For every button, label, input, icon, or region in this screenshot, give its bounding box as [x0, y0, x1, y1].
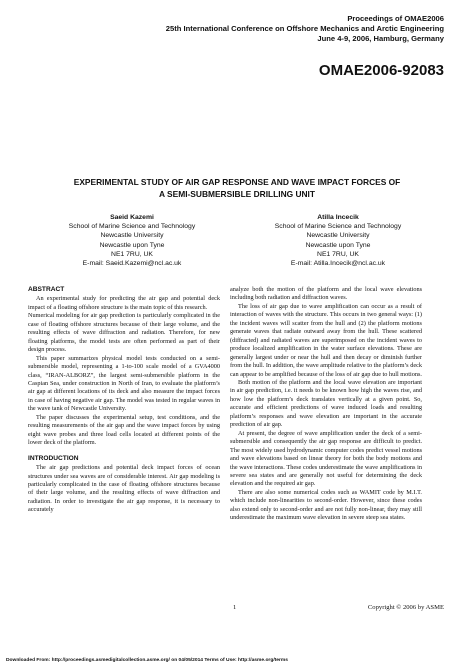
author-city: Newcastle upon Tyne	[99, 241, 165, 249]
body-paragraph: The loss of air gap due to wave amplification can occur as a result of interaction of waves with the structure. This occurs in two general ways: (1) the incident waves will scatter from the hull and (2) the platform motions generate waves that radiate outward away from the hull. These scattered (diffracted) and radiated waves are superimposed on the incident waves to produce localized amplification in the water surface elevations. These are generally largest under or near the hull and then decay or diminish further from the hull. In addition, the wave amplitude relative to the platform’s deck can appear to be amplified because of the loss of air gap due to hull motions.	[230, 302, 422, 378]
author-affiliation: School of Marine Science and Technology	[68, 223, 196, 231]
author-email: E-mail: Atilla.Incecik@ncl.ac.uk	[290, 260, 386, 268]
author-name: Atilla Incecik	[317, 214, 359, 221]
abstract-paragraph: An experimental study for predicting the air gap and potential deck impact of a floating offshore structure is the main topic of this research.	[28, 295, 220, 311]
abstract-paragraph: Numerical modeling for air gap prediction is particularly complicated in the case of floating offshore structures because of their large volume, and the resulting effects of wave diffraction and radiation. Therefore, for new floating platforms, the model tests are often performed as part of their design process.	[28, 312, 220, 354]
proceedings-title: Proceedings of OMAE2006	[347, 14, 444, 23]
download-footer: Downloaded From: http://proceedings.asmedigitalcollection.asme.org/ on 04/05/2014 Terms of Use: http://asme.org/terms	[6, 658, 288, 663]
paper-id: OMAE2006-92083	[318, 62, 444, 79]
paper-title-line-2: A SEMI-SUBMERSIBLE DRILLING UNIT	[158, 189, 316, 199]
author-block-2	[258, 213, 418, 268]
author-name: Saeid Kazemi	[110, 214, 154, 221]
body-paragraph: Both motion of the platform and the local wave elevation are important in air gap prediction, i.e. it needs to be known how high the waves rise, and how low the platform’s deck translates vertically at a given point. So, accurate and efficient predictions of wave induced loads and resulting platform’s responses and wave elevation are important in the accurate prediction of air gap.	[230, 378, 422, 429]
page-number: 1	[233, 604, 237, 611]
abstract-paragraph: The paper discusses the experimental setup, test conditions, and the resulting measurements of the air gap and the wave impact forces by using eight wave probes and three load cells located at different points of the lower deck of the platform.	[28, 413, 220, 447]
abstract-paragraph: This paper summarizes physical model tests conducted on a semi-submersible model, representing a 1-to-100 scale model of a GVA4000 class, “IRAN-ALBORZ”, the largest semi-submersible platform in the Caspian Sea, under construction in North of Iran, to evaluate the platform’s air gap at different locations of its deck and also measure the impact forces in case of having negative air gap. The model was tested in regular waves in the wave tank of Newcastle University.	[28, 354, 220, 413]
author-university: Newcastle University	[100, 232, 164, 240]
abstract-heading: ABSTRACT	[28, 286, 65, 293]
introduction-paragraph: The air gap predictions and potential deck impact forces of ocean structures under sea waves are of considerable interest. Air gap modeling is particularly complicated in the case of floating offshore structures because of their large volume, and the resulting effects of wave diffraction and radiation. In order to investigate the air gap response, it is necessary to accurately	[28, 464, 220, 514]
paper-title-line-1: EXPERIMENTAL STUDY OF AIR GAP RESPONSE AND WAVE IMPACT FORCES OF	[73, 177, 401, 187]
copyright-notice: Copyright © 2006 by ASME	[367, 604, 444, 611]
author-email: E-mail: Saeid.Kazemi@ncl.ac.uk	[82, 260, 182, 268]
body-paragraph: analyze both the motion of the platform and the local wave elevations including both radiation and diffraction waves.	[230, 286, 422, 302]
conference-name: 25th International Conference on Offshore Mechanics and Arctic Engineering	[165, 24, 444, 33]
author-city: Newcastle upon Tyne	[305, 241, 371, 249]
author-postcode: NE1 7RU, UK	[111, 250, 153, 258]
proceedings-header	[166, 14, 444, 44]
author-affiliation: School of Marine Science and Technology	[274, 223, 402, 231]
introduction-heading: INTRODUCTION	[28, 454, 79, 462]
right-column	[230, 286, 422, 523]
author-postcode: NE1 7RU, UK	[317, 250, 359, 258]
author-block-1	[52, 213, 212, 268]
conference-dates: June 4-9, 2006, Hamburg, Germany	[317, 34, 444, 43]
body-paragraph: At present, the degree of wave amplification under the deck of a semi-submersible and consequently the air gap response are difficult to predict. The most widely used hydrodynamic computer codes predict vessel motions and wave elevations based on linear theory for both the body motions and the wave interactions. These codes underestimate the wave amplifications in severe sea states and are generally not useful for determining the deck elevation and the required air gap.	[230, 429, 422, 488]
author-university: Newcastle University	[306, 232, 370, 240]
body-paragraph: There are also some numerical codes such as WAMIT code by M.I.T. which include non-linearities to second-order. However, since these codes also extend only to second-order and are not fully non-linear, they may still underestimate the maximum wave elevation in severe steep sea states.	[230, 488, 422, 522]
left-column	[28, 286, 220, 515]
paper-title	[40, 176, 434, 200]
